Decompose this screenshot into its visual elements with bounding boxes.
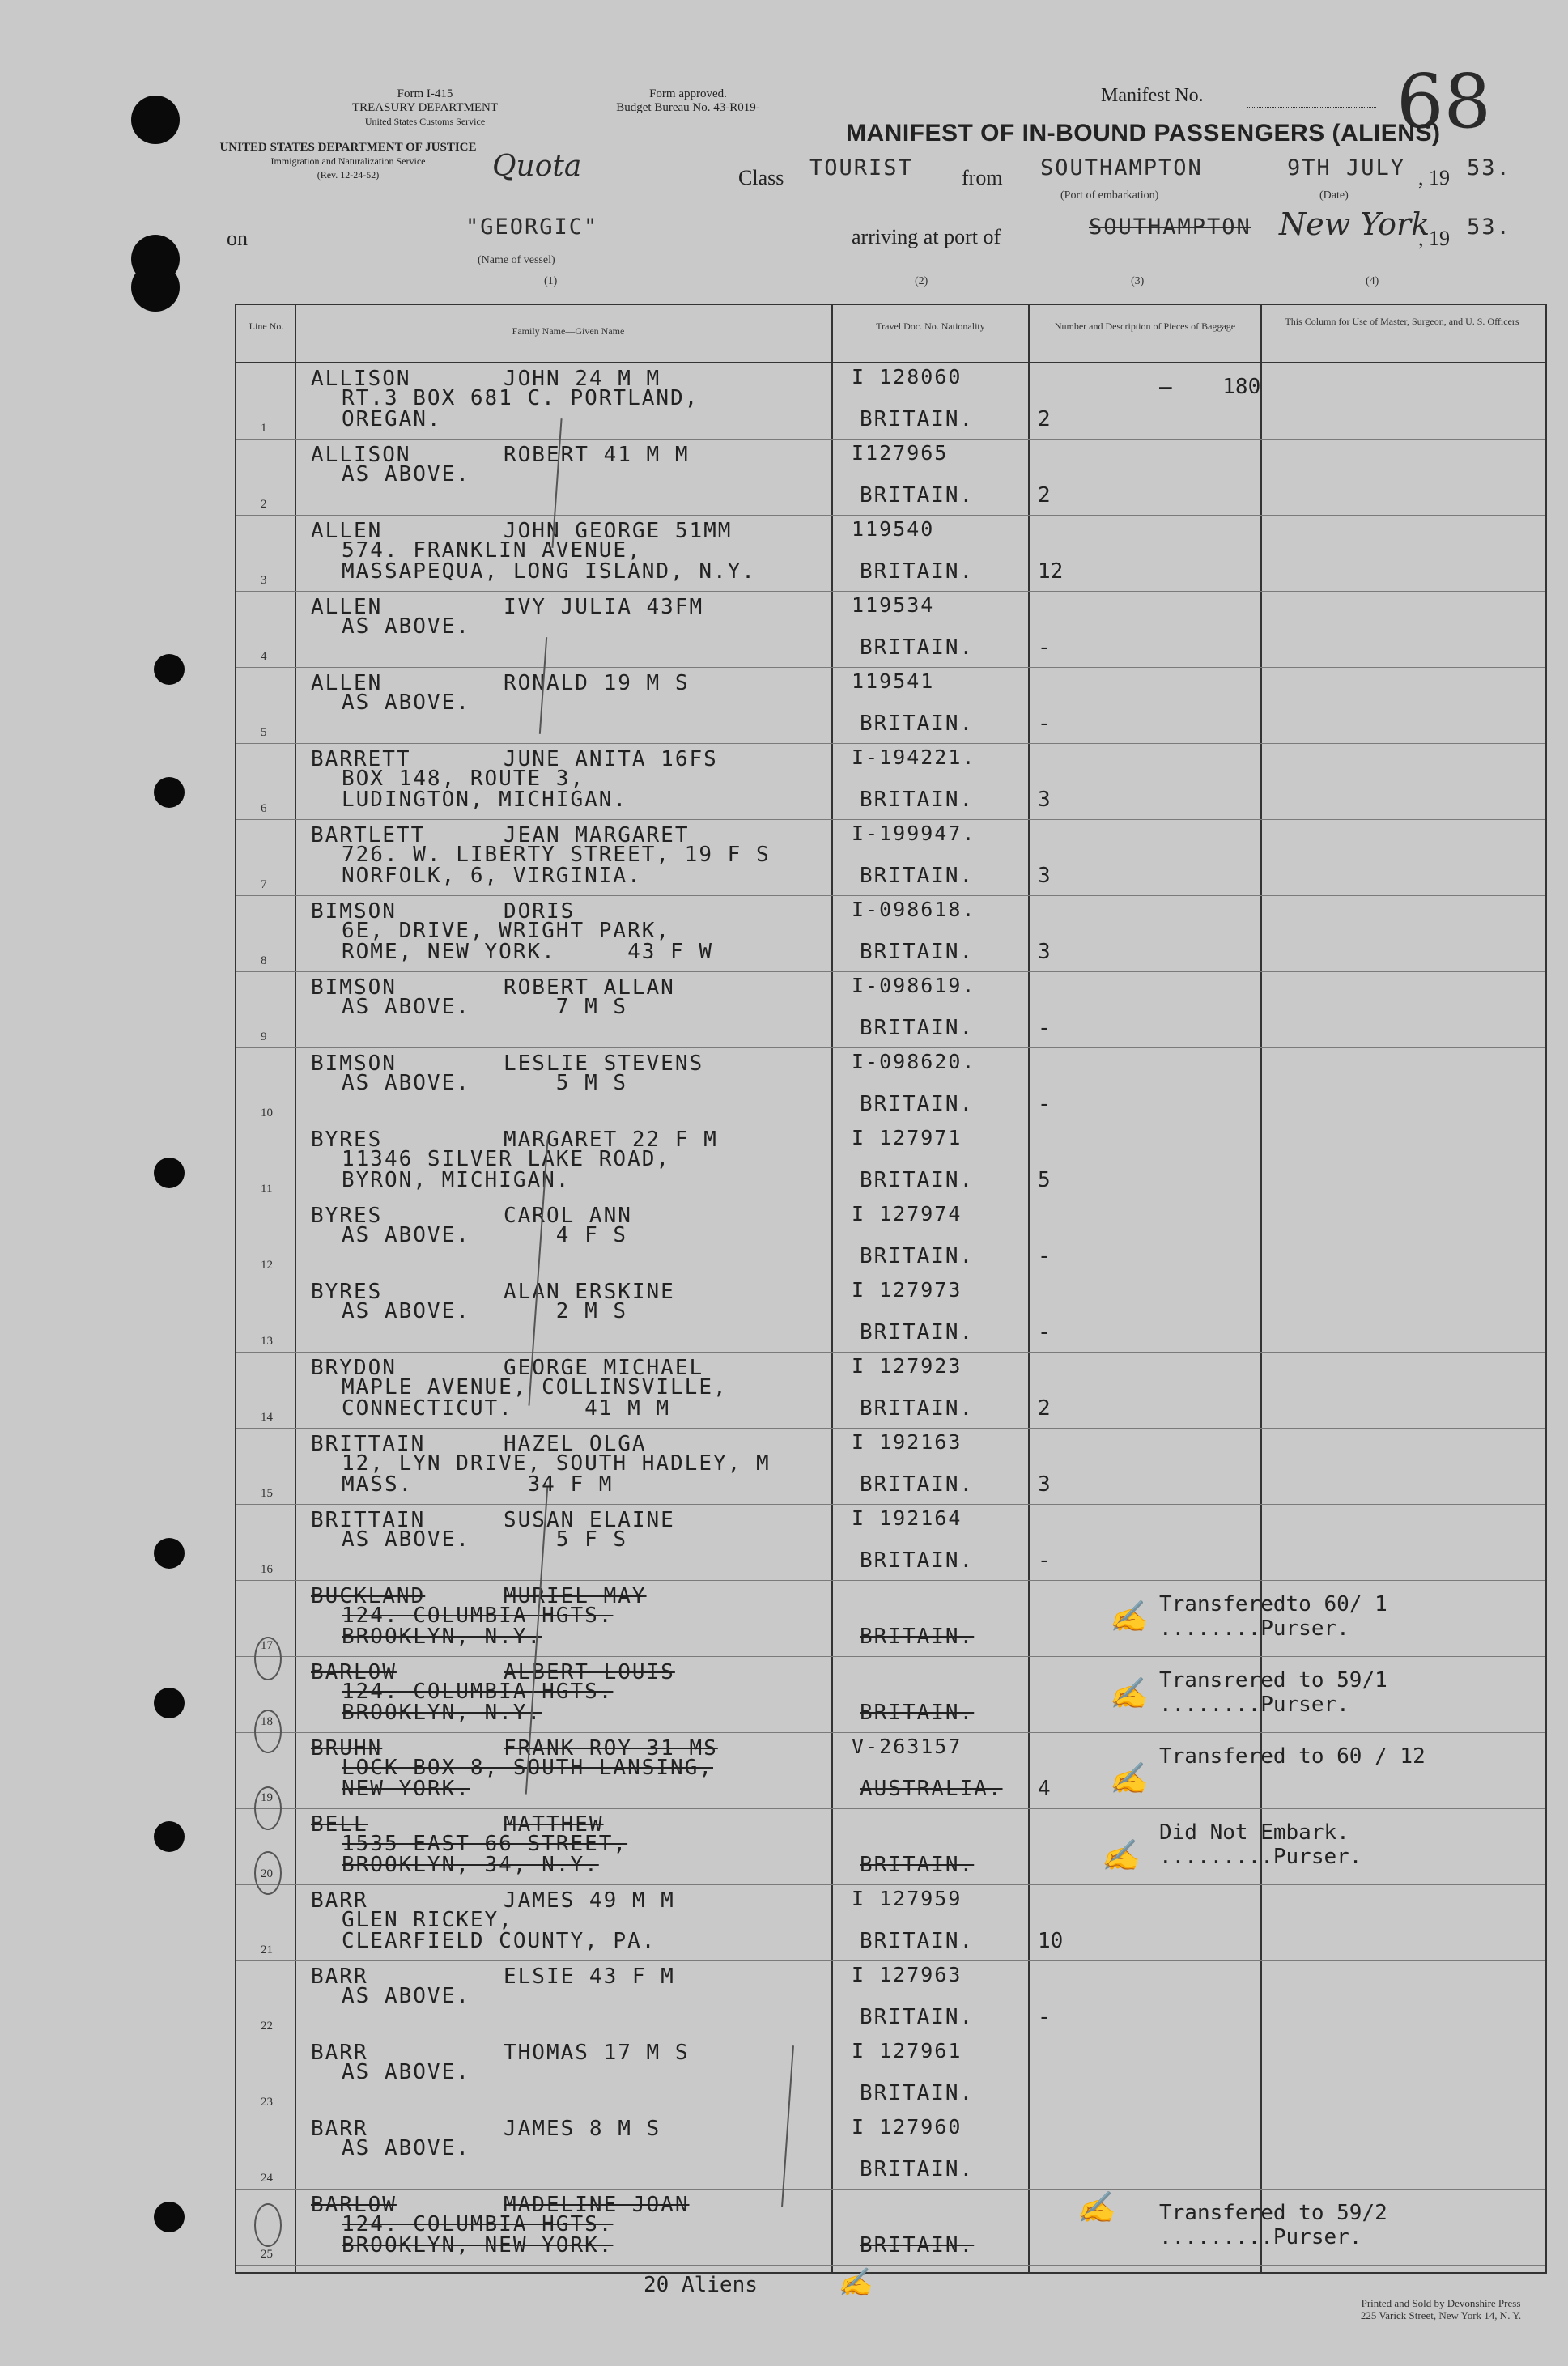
baggage-count: - <box>1038 1092 1051 1116</box>
table-row <box>236 2113 1545 2190</box>
address: 574. FRANKLIN AVENUE, MASSAPEQUA, LONG ISLAND, N.Y. <box>342 538 756 584</box>
binder-hole <box>154 654 185 685</box>
nationality: BRITAIN. <box>860 1016 975 1040</box>
on-label: on <box>227 227 248 250</box>
address: 124. COLUMBIA HGTS. BROOKLYN, N.Y. <box>342 1604 614 1649</box>
travel-doc-number: I-194221. <box>852 745 976 769</box>
line-number: 1 <box>261 422 267 435</box>
address: AS ABOVE. <box>342 690 470 715</box>
ins-label: Immigration and Naturalization Service <box>270 155 426 167</box>
table-row <box>236 516 1545 592</box>
manifest-no-rule <box>1247 107 1376 108</box>
line-number: 3 <box>261 574 267 587</box>
nationality: BRITAIN. <box>860 1853 975 1877</box>
baggage-count: 2 <box>1038 407 1051 431</box>
family-name: BARR <box>311 1965 368 1989</box>
line-number: 23 <box>261 2096 273 2109</box>
address: AS ABOVE. <box>342 462 470 486</box>
printer-credit <box>1328 2297 1554 2321</box>
travel-doc-number: I-098620. <box>852 1050 976 1073</box>
line-number: 6 <box>261 802 267 815</box>
table-row <box>236 1961 1545 2037</box>
address: AS ABOVE. <box>342 614 470 639</box>
col-num-4: (4) <box>1366 275 1379 287</box>
form-number: Form I-415 <box>397 87 453 100</box>
address: AS ABOVE. <box>342 1984 470 2008</box>
given-name: THOMAS 17 M S <box>504 2041 690 2065</box>
family-name: BARTLETT <box>311 823 426 847</box>
table-row <box>236 440 1545 516</box>
given-name: ELSIE 43 F M <box>504 1965 675 1989</box>
family-name: BIMSON <box>311 1051 397 1076</box>
given-name: JOHN 24 M M <box>504 367 661 391</box>
travel-doc-number: I 128060 <box>852 365 962 389</box>
header-line-no: Line No. <box>249 321 284 332</box>
table-row <box>236 592 1545 668</box>
given-name: MURIEL MAY <box>504 1584 647 1608</box>
address: 1535 EAST 66 STREET, BROOKLYN, 34, N.Y. <box>342 1832 628 1877</box>
travel-doc-number: I 127974 <box>852 1202 962 1225</box>
line-circle-mark <box>254 1710 282 1753</box>
address: 726. W. LIBERTY STREET, 19 F S NORFOLK, 6, VIRGINIA. <box>342 843 771 888</box>
purser-signature: ✍ <box>1101 1837 1140 1873</box>
form-id-block <box>291 87 559 129</box>
address: 11346 SILVER LAKE ROAD, BYRON, MICHIGAN. <box>342 1147 671 1192</box>
purser-signature: ✍ <box>1109 1676 1148 1711</box>
address: BOX 148, ROUTE 3, LUDINGTON, MICHIGAN. <box>342 767 628 812</box>
nationality: BRITAIN. <box>860 2005 975 2029</box>
given-name: JUNE ANITA 16FS <box>504 747 718 771</box>
travel-doc-number: 119534 <box>852 593 935 617</box>
baggage-count: - <box>1038 711 1051 736</box>
family-name: BRITTAIN <box>311 1432 426 1456</box>
given-name: FRANK ROY 31 MS <box>504 1736 718 1761</box>
given-name: MATTHEW <box>504 1812 604 1837</box>
binder-hole <box>154 1688 185 1718</box>
table-row <box>236 1200 1545 1276</box>
baggage-count: - <box>1038 1548 1051 1573</box>
baggage-count: 3 <box>1038 940 1051 964</box>
nationality: BRITAIN. <box>860 559 975 584</box>
family-name: ALLEN <box>311 671 383 695</box>
nationality: BRITAIN. <box>860 711 975 736</box>
nationality: BRITAIN. <box>860 864 975 888</box>
baggage-count: - <box>1038 1320 1051 1344</box>
officer-note: Did Not Embark. .........Purser. <box>1159 1820 1362 1869</box>
line-number: 20 <box>261 1867 273 1880</box>
line-number: 13 <box>261 1335 273 1348</box>
arrival-port-struck: SOUTHAMPTON <box>1089 215 1251 240</box>
quota-handwritten-note: Quota <box>492 150 582 183</box>
given-name: IVY JULIA 43FM <box>504 595 704 619</box>
table-row <box>236 1505 1545 1581</box>
line-number: 8 <box>261 954 267 967</box>
travel-doc-number: 119540 <box>852 517 935 541</box>
binder-hole <box>154 1821 185 1852</box>
table-row <box>236 896 1545 972</box>
line-number: 12 <box>261 1259 273 1272</box>
binder-hole <box>154 1158 185 1188</box>
arrival-year-prefix: , 19 <box>1418 227 1450 250</box>
table-row <box>236 1657 1545 1733</box>
nationality: BRITAIN. <box>860 483 975 508</box>
printer-name: Printed and Sold by Devonshire Press <box>1361 2297 1521 2309</box>
line-number: 21 <box>261 1943 273 1956</box>
table-row <box>236 972 1545 1048</box>
given-name: CAROL ANN <box>504 1204 632 1228</box>
address: 124. COLUMBIA HGTS. BROOKLYN, NEW YORK. <box>342 2212 614 2258</box>
line-number: 5 <box>261 726 267 739</box>
nationality: AUSTRALIA. <box>860 1777 1003 1801</box>
given-name: HAZEL OLGA <box>504 1432 647 1456</box>
travel-doc-number: I-098618. <box>852 898 976 921</box>
given-name: JAMES 49 M M <box>504 1888 675 1913</box>
officer-note: Transfered to 59/2 .........Purser. <box>1159 2201 1387 2249</box>
given-name: LESLIE STEVENS <box>504 1051 704 1076</box>
given-name: MADELINE JOAN <box>504 2193 690 2217</box>
nationality: BRITAIN. <box>860 1548 975 1573</box>
embarkation-date: 9TH JULY <box>1287 155 1406 181</box>
nationality: BRITAIN. <box>860 940 975 964</box>
given-name: ALAN ERSKINE <box>504 1280 675 1304</box>
line-number: 25 <box>261 2248 273 2261</box>
line-number: 18 <box>261 1715 273 1728</box>
table-row <box>236 1429 1545 1505</box>
baggage-count: 10 <box>1038 1929 1064 1953</box>
arrival-port-handwritten: New York <box>1279 206 1430 242</box>
binder-hole <box>154 1538 185 1569</box>
vessel-caption: (Name of vessel) <box>478 254 555 266</box>
printer-address: 225 Varick Street, New York 14, N. Y. <box>1360 2309 1522 2321</box>
nationality: BRITAIN. <box>860 407 975 431</box>
line-number: 24 <box>261 2172 273 2185</box>
nationality: BRITAIN. <box>860 1929 975 1953</box>
address: 12, LYN DRIVE, SOUTH HADLEY, M MASS. 34 F M <box>342 1451 771 1497</box>
address: 124. COLUMBIA HGTS. BROOKLYN, N.Y. <box>342 1680 614 1725</box>
travel-doc-number: I 127963 <box>852 1963 962 1986</box>
baggage-count: 3 <box>1038 1472 1051 1497</box>
arrival-year: 53. <box>1467 215 1511 240</box>
header-baggage: Number and Description of Pieces of Baggage <box>1054 321 1236 332</box>
manifest-no-label: Manifest No. <box>1101 85 1204 106</box>
table-row <box>236 1581 1545 1657</box>
baggage-count: 2 <box>1038 1396 1051 1421</box>
nationality: BRITAIN. <box>860 1320 975 1344</box>
col-num-3: (3) <box>1131 275 1145 287</box>
given-name: GEORGE MICHAEL <box>504 1356 704 1380</box>
line-number: 2 <box>261 498 267 511</box>
family-name: BRYDON <box>311 1356 397 1380</box>
budget-bureau-label: Budget Bureau No. 43-R019- <box>616 101 760 114</box>
family-name: BRITTAIN <box>311 1508 426 1532</box>
port-of-embarkation: SOUTHAMPTON <box>1040 155 1203 181</box>
officer-note: Transferedto 60/ 1 ........Purser. <box>1159 1592 1387 1641</box>
family-name: BYRES <box>311 1204 383 1228</box>
nationality: BRITAIN. <box>860 1472 975 1497</box>
line-number: 17 <box>261 1639 273 1652</box>
nationality: BRITAIN. <box>860 635 975 660</box>
table-header <box>236 305 1545 363</box>
line-number: 22 <box>261 2020 273 2033</box>
given-name: ROBERT 41 M M <box>504 443 690 467</box>
table-row <box>236 820 1545 896</box>
baggage-count: 3 <box>1038 864 1051 888</box>
address: RT.3 BOX 681 C. PORTLAND, OREGAN. <box>342 386 699 431</box>
family-name: BARR <box>311 2117 368 2141</box>
nationality: BRITAIN. <box>860 1092 975 1116</box>
line-number: 16 <box>261 1563 273 1576</box>
table-row <box>236 1885 1545 1961</box>
family-name: BARRETT <box>311 747 411 771</box>
col-num-2: (2) <box>915 275 928 287</box>
baggage-count: 5 <box>1038 1168 1051 1192</box>
line-number: 19 <box>261 1791 273 1804</box>
baggage-count: - <box>1038 1244 1051 1268</box>
address: AS ABOVE. <box>342 2136 470 2160</box>
given-name: RONALD 19 M S <box>504 671 690 695</box>
travel-doc-number: 119541 <box>852 669 935 693</box>
table-row <box>236 1276 1545 1353</box>
nationality: BRITAIN. <box>860 2157 975 2181</box>
given-name: SUSAN ELAINE <box>504 1508 675 1532</box>
travel-doc-number: V-263157 <box>852 1735 962 1758</box>
address: AS ABOVE. 5 M S <box>342 1071 628 1095</box>
given-name: ALBERT LOUIS <box>504 1660 675 1684</box>
date-caption: (Date) <box>1319 189 1349 202</box>
travel-doc-number: I 127923 <box>852 1354 962 1378</box>
table-row <box>236 1124 1545 1200</box>
nationality: BRITAIN. <box>860 1244 975 1268</box>
table-row <box>236 1809 1545 1885</box>
table-row <box>236 668 1545 744</box>
table-row <box>236 1048 1545 1124</box>
line-number: 10 <box>261 1107 273 1119</box>
year-value: 53. <box>1467 155 1511 181</box>
table-row <box>236 2190 1545 2266</box>
line-number: 9 <box>261 1030 267 1043</box>
family-name: BARR <box>311 2041 368 2065</box>
nationality: BRITAIN. <box>860 1701 975 1725</box>
binder-hole <box>154 2202 185 2232</box>
baggage-count: - <box>1038 2005 1051 2029</box>
officer-signature: ✍ <box>838 2266 873 2299</box>
family-name: BIMSON <box>311 975 397 1000</box>
officer-note: Transrered to 59/1 ........Purser. <box>1159 1668 1387 1717</box>
family-name: BYRES <box>311 1128 383 1152</box>
address: 6E, DRIVE, WRIGHT PARK, ROME, NEW YORK. 43 F W <box>342 919 713 964</box>
baggage-count: - <box>1038 635 1051 660</box>
address: AS ABOVE. 4 F S <box>342 1223 628 1247</box>
nationality: BRITAIN. <box>860 1396 975 1421</box>
family-name: BELL <box>311 1812 368 1837</box>
revision-label: (Rev. 12-24-52) <box>317 169 380 181</box>
baggage-count: - <box>1038 1016 1051 1040</box>
purser-signature: ✍ <box>1077 2190 1115 2225</box>
line-number: 14 <box>261 1411 273 1424</box>
family-name: ALLISON <box>311 443 411 467</box>
manifest-number: 68 <box>1396 58 1492 145</box>
binder-hole <box>131 96 180 144</box>
given-name: DORIS <box>504 899 576 924</box>
officer-note: Transfered to 60 / 12 <box>1159 1744 1426 1769</box>
approval-block <box>567 87 809 115</box>
travel-doc-number: I 192164 <box>852 1506 962 1530</box>
doj-label: UNITED STATES DEPARTMENT OF JUSTICE <box>219 141 477 154</box>
from-label: from <box>962 166 1003 189</box>
travel-doc-number: I-098619. <box>852 974 976 997</box>
total-aliens: 20 Aliens <box>644 2273 758 2297</box>
nationality: BRITAIN. <box>860 788 975 812</box>
travel-doc-number: I127965 <box>852 441 949 465</box>
binder-hole <box>131 263 180 312</box>
baggage-count: 4 <box>1038 1777 1051 1801</box>
family-name: ALLISON <box>311 367 411 391</box>
family-name: BYRES <box>311 1280 383 1304</box>
header-name: Family Name—Given Name <box>512 325 625 337</box>
doj-block <box>219 141 478 182</box>
travel-doc-number: I 127973 <box>852 1278 962 1302</box>
family-name: ALLEN <box>311 519 383 543</box>
line-number: 15 <box>261 1487 273 1500</box>
address: AS ABOVE. <box>342 2060 470 2084</box>
line-number: 4 <box>261 650 267 663</box>
travel-doc-number: I 127961 <box>852 2039 962 2062</box>
table-row <box>236 2037 1545 2113</box>
address: LOCK BOX 8, SOUTH LANSING, NEW YORK. <box>342 1756 713 1801</box>
family-name: BUCKLAND <box>311 1584 426 1608</box>
class-value: TOURIST <box>809 155 913 181</box>
family-name: BIMSON <box>311 899 397 924</box>
address: AS ABOVE. 5 F S <box>342 1527 628 1552</box>
nationality: BRITAIN. <box>860 2081 975 2105</box>
family-name: BARR <box>311 1888 368 1913</box>
travel-doc-number: I 127971 <box>852 1126 962 1149</box>
officer-note: — 180 <box>1159 375 1261 399</box>
header-officers: This Column for Use of Master, Surgeon, and U. S. Officers <box>1285 316 1519 327</box>
table-row <box>236 1353 1545 1429</box>
approval-label: Form approved. <box>649 87 727 100</box>
family-name: BARLOW <box>311 1660 397 1684</box>
nationality: BRITAIN. <box>860 2233 975 2258</box>
passenger-table <box>235 304 1547 2274</box>
baggage-count: 12 <box>1038 559 1064 584</box>
line-circle-mark <box>254 1786 282 1830</box>
family-name: BRUHN <box>311 1736 383 1761</box>
binder-hole <box>154 777 185 808</box>
purser-signature: ✍ <box>1109 1599 1148 1634</box>
address: GLEN RICKEY, CLEARFIELD COUNTY, PA. <box>342 1908 657 1953</box>
line-circle-mark <box>254 1637 282 1680</box>
line-circle-mark <box>254 1851 282 1895</box>
travel-doc-number: I 127959 <box>852 1887 962 1910</box>
given-name: JOHN GEORGE 51MM <box>504 519 733 543</box>
given-name: MARGARET 22 F M <box>504 1128 718 1152</box>
address: AS ABOVE. 7 M S <box>342 995 628 1019</box>
travel-doc-number: I-199947. <box>852 822 976 845</box>
travel-doc-number: I 127960 <box>852 2115 962 2139</box>
given-name: JAMES 8 M S <box>504 2117 661 2141</box>
purser-signature: ✍ <box>1109 1761 1148 1796</box>
baggage-count: 3 <box>1038 788 1051 812</box>
address: AS ABOVE. 2 M S <box>342 1299 628 1323</box>
header-travel-doc: Travel Doc. No. Nationality <box>876 321 985 332</box>
port-caption: (Port of embarkation) <box>1060 189 1159 202</box>
line-circle-mark <box>254 2203 282 2247</box>
nationality: BRITAIN. <box>860 1625 975 1649</box>
nationality: BRITAIN. <box>860 1168 975 1192</box>
class-label: Class <box>738 166 784 189</box>
vessel-name: "GEORGIC" <box>465 215 599 240</box>
family-name: ALLEN <box>311 595 383 619</box>
family-name: BARLOW <box>311 2193 397 2217</box>
customs-label: United States Customs Service <box>364 116 486 127</box>
col-num-1: (1) <box>544 275 558 287</box>
page-title: MANIFEST OF IN-BOUND PASSENGERS (ALIENS) <box>846 120 1441 147</box>
line-number: 7 <box>261 878 267 891</box>
table-row <box>236 363 1545 440</box>
given-name: ROBERT ALLAN <box>504 975 675 1000</box>
year-prefix: , 19 <box>1418 166 1450 189</box>
table-row <box>236 1733 1545 1809</box>
line-number: 11 <box>261 1183 273 1196</box>
treasury-label: TREASURY DEPARTMENT <box>351 101 499 114</box>
table-row <box>236 744 1545 820</box>
arriving-label: arriving at port of <box>852 225 1001 248</box>
address: MAPLE AVENUE, COLLINSVILLE, CONNECTICUT. 41 M M <box>342 1375 728 1421</box>
travel-doc-number: I 192163 <box>852 1430 962 1454</box>
baggage-count: 2 <box>1038 483 1051 508</box>
given-name: JEAN MARGARET <box>504 823 690 847</box>
